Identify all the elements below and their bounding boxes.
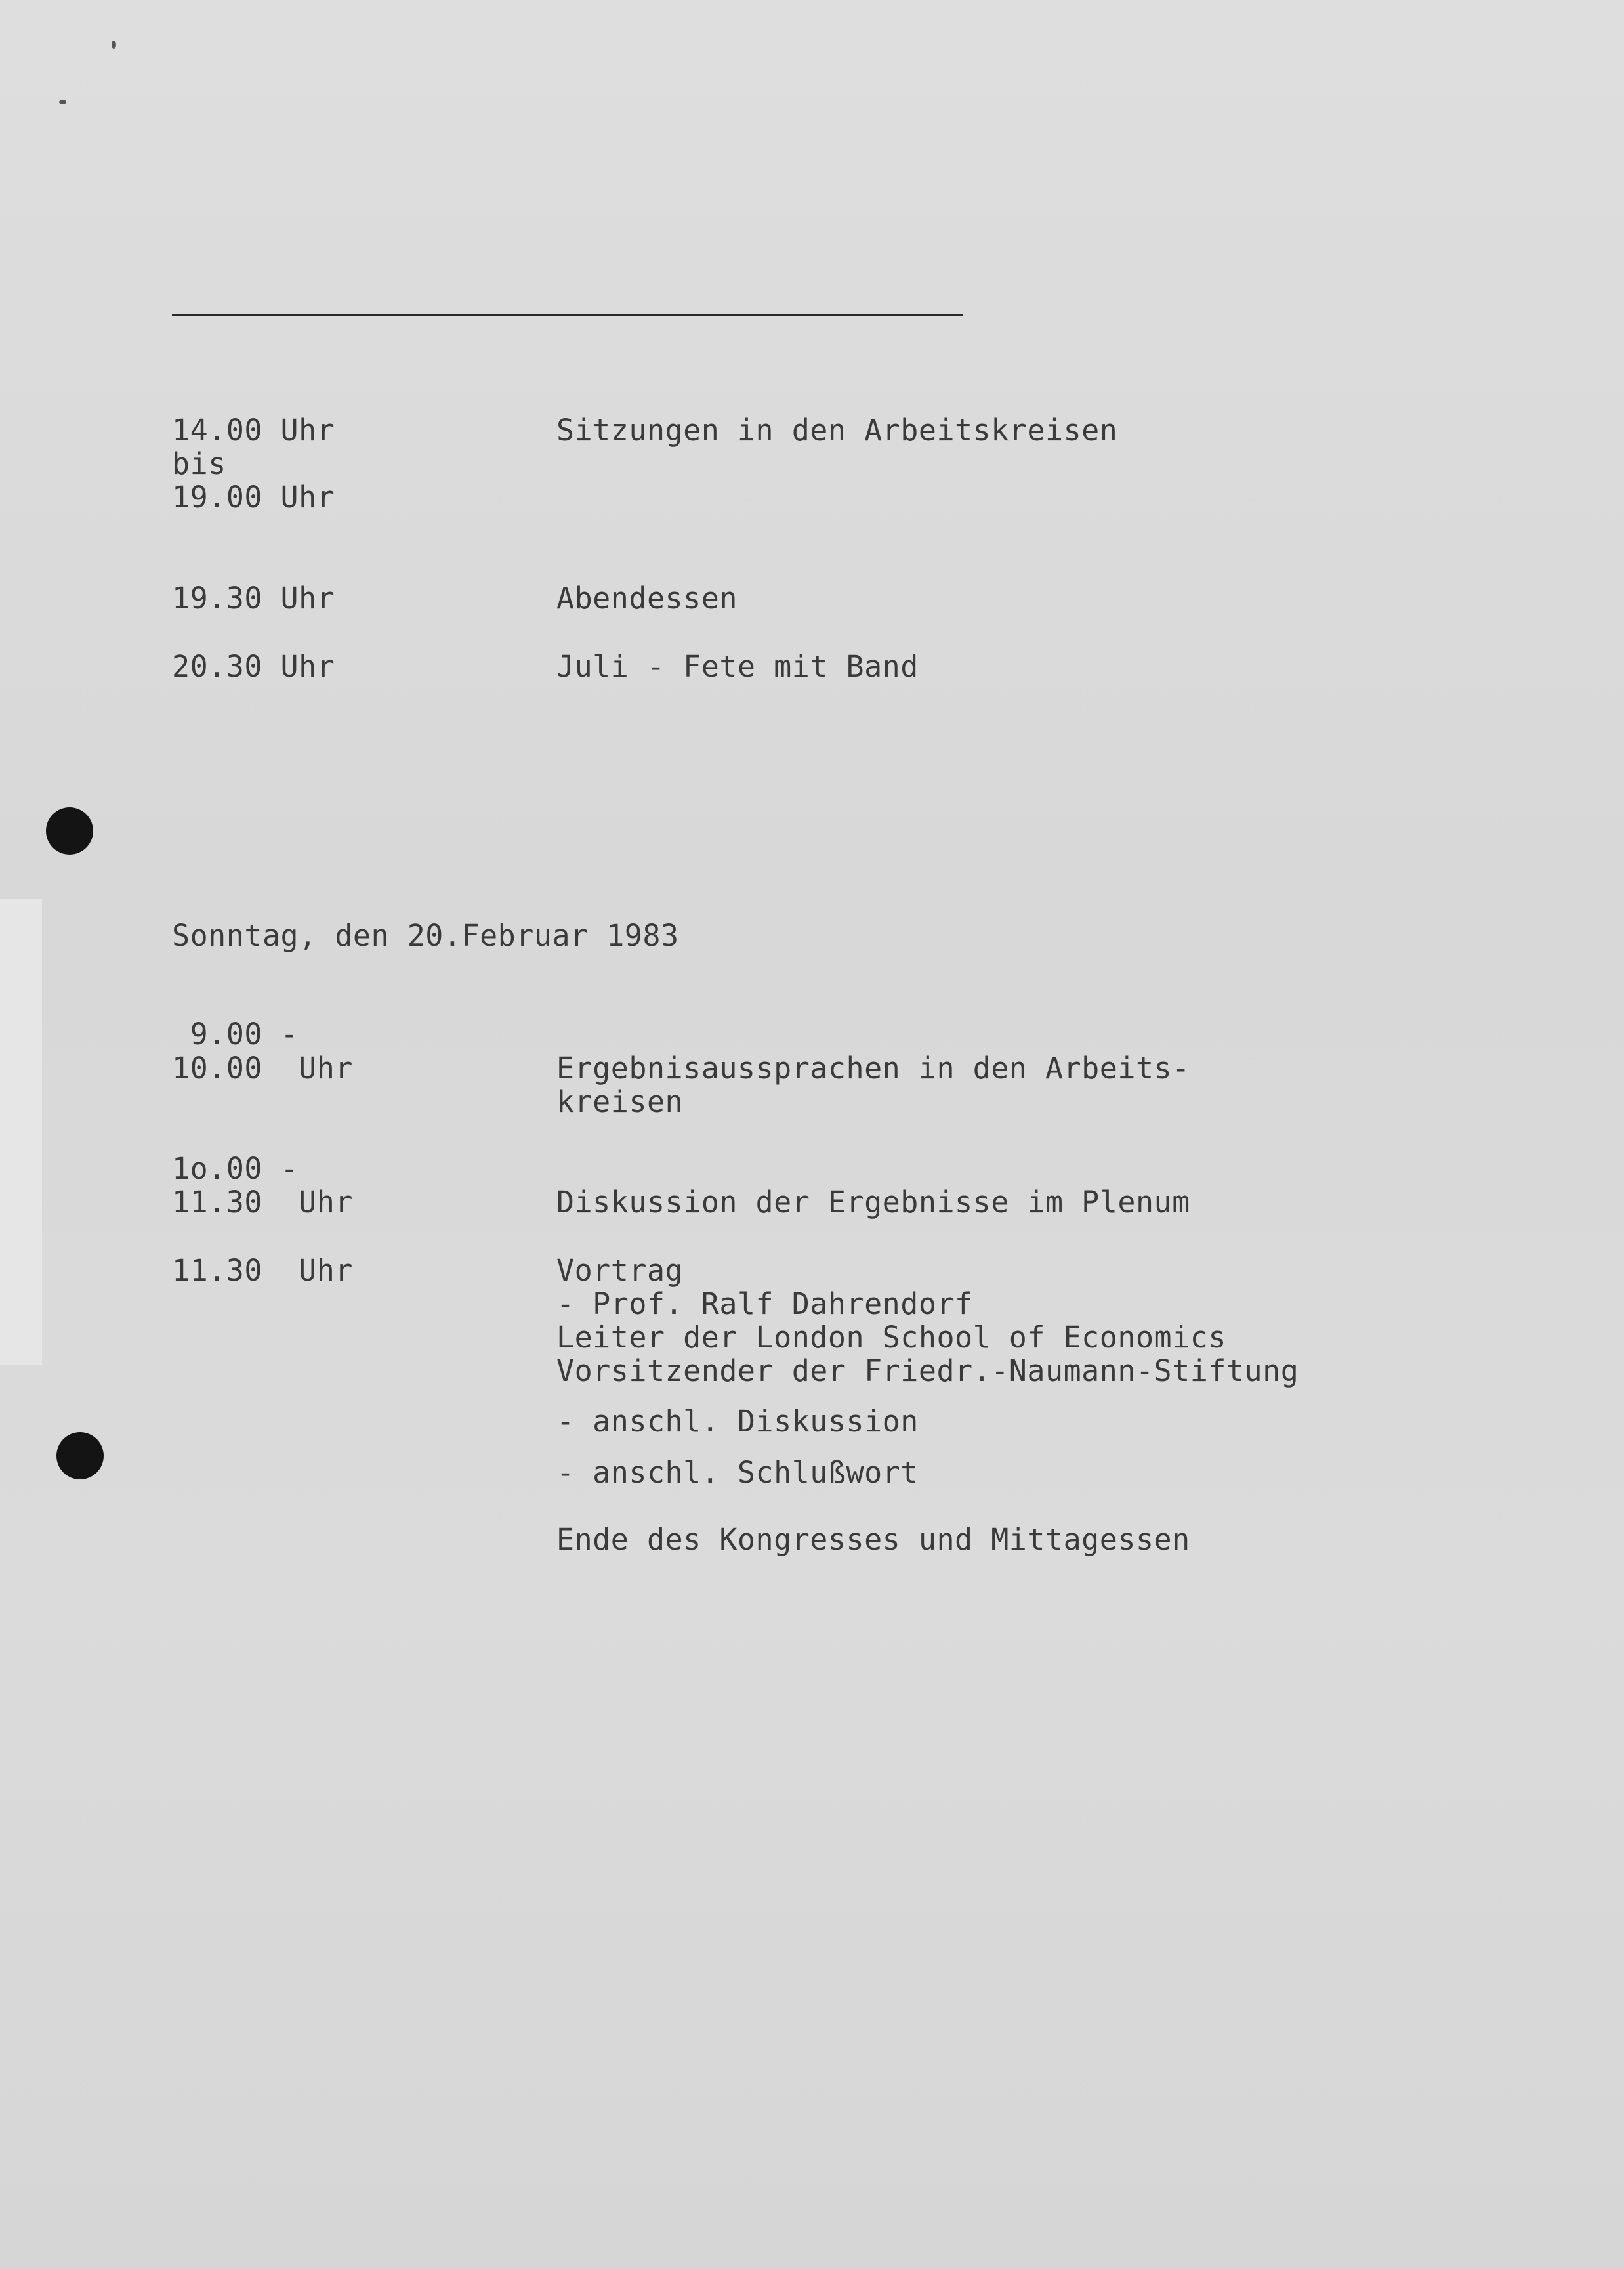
schedule-time: 19.30 Uhr [172, 581, 335, 616]
schedule-description: Sitzungen in den Arbeitskreisen [556, 413, 1118, 448]
followup-item: - anschl. Diskussion [556, 1404, 919, 1439]
day-heading: Sonntag, den 20.Februar 1983 [172, 918, 679, 953]
schedule-description: kreisen [556, 1084, 684, 1119]
schedule-time: 19.00 Uhr [172, 480, 335, 515]
schedule-description: Juli - Fete mit Band [556, 649, 919, 684]
schedule-description: Vortrag [556, 1253, 684, 1288]
schedule-time: 11.30 Uhr [172, 1185, 353, 1219]
schedule-time: 10.00 Uhr [172, 1051, 353, 1086]
followup-item: - anschl. Schlußwort [556, 1455, 919, 1490]
closing-note: Ende des Kongresses und Mittagessen [556, 1522, 1190, 1557]
header-rule [172, 314, 963, 316]
schedule-description: - Prof. Ralf Dahrendorf [556, 1286, 973, 1321]
schedule-time: 11.30 Uhr [172, 1253, 353, 1288]
schedule-description: Leiter der London School of Economics [556, 1320, 1226, 1355]
schedule-description: Abendessen [556, 581, 738, 616]
punch-hole-top [46, 807, 93, 855]
scan-speck [112, 41, 116, 49]
schedule-time: 14.00 Uhr [172, 413, 335, 448]
schedule-time: 20.30 Uhr [172, 649, 335, 684]
schedule-time: 1o.00 - [172, 1151, 299, 1186]
schedule-description: Vorsitzender der Friedr.-Naumann-Stiftung [556, 1353, 1299, 1388]
schedule-time: 9.00 - [172, 1017, 299, 1051]
schedule-description: Ergebnisaussprachen in den Arbeits- [556, 1051, 1190, 1086]
schedule-time: bis [172, 446, 226, 481]
punch-hole-bottom [56, 1432, 104, 1479]
scan-edge-shade [0, 899, 42, 1365]
schedule-description: Diskussion der Ergebnisse im Plenum [556, 1185, 1190, 1219]
scan-speck [59, 100, 66, 104]
